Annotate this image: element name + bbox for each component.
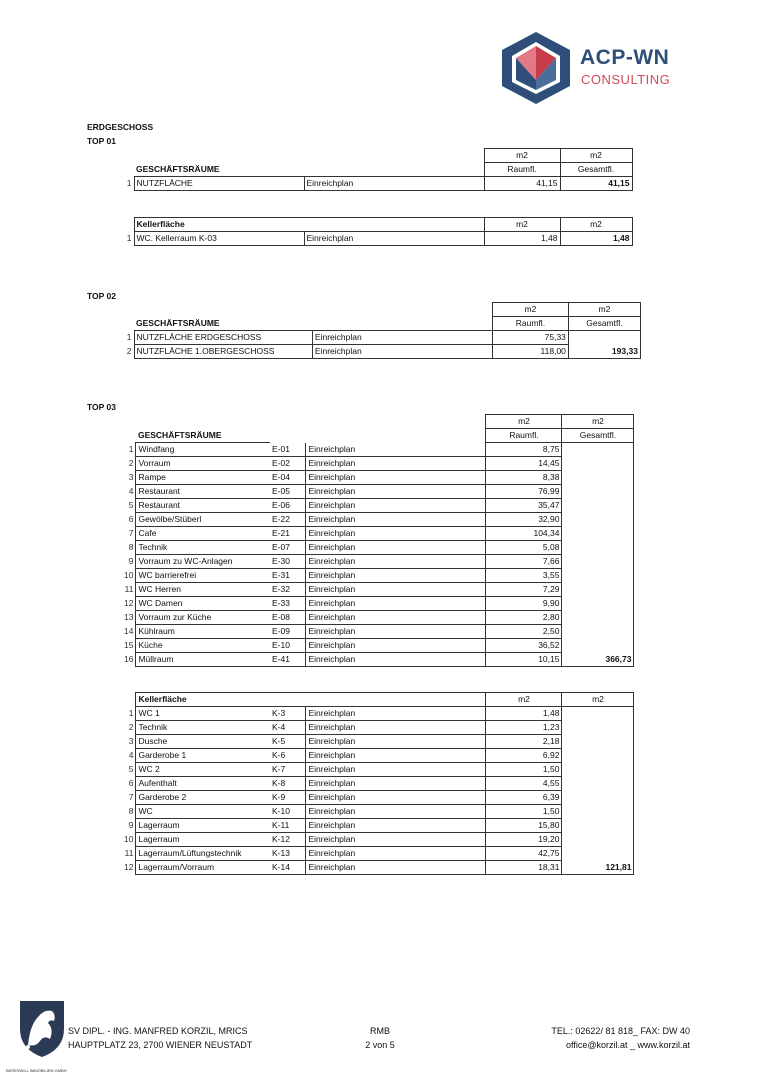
shield-caption: BERESWILL IMMOBILIEN GMBH — [6, 1068, 67, 1073]
plan-source: Einreichplan — [306, 597, 486, 611]
unit-header: m2 — [560, 149, 632, 163]
plan-source: Einreichplan — [306, 749, 486, 763]
table-row — [122, 541, 634, 555]
room-code: K-3 — [270, 707, 306, 721]
room-name: Garderobe 2 — [136, 791, 270, 805]
row-number: 13 — [124, 612, 134, 622]
room-area: 104,34 — [486, 527, 562, 541]
col-raum-header: Raumfl. — [484, 163, 560, 177]
page-number: 2 von 5 — [365, 1040, 395, 1050]
table-row — [122, 443, 634, 457]
room-area: 6,92 — [486, 749, 562, 763]
col-raum-header: Raumfl. — [486, 429, 562, 443]
table-row — [122, 583, 634, 597]
room-code: K-11 — [270, 819, 306, 833]
total-area — [562, 457, 634, 471]
room-area: 18,31 — [486, 861, 562, 875]
room-area: 36,52 — [486, 639, 562, 653]
footer-ref: RMB — [370, 1026, 390, 1036]
table-row — [122, 597, 634, 611]
total-area — [562, 569, 634, 583]
unit-header: m2 — [484, 218, 560, 232]
total-area — [562, 707, 634, 721]
table-row — [122, 763, 634, 777]
row-number: 12 — [124, 862, 134, 872]
room-name: Lagerraum — [136, 833, 270, 847]
room-code: E-41 — [270, 653, 306, 667]
unit-header: m2 — [486, 415, 562, 429]
plan-source: Einreichplan — [306, 611, 486, 625]
footer-center — [330, 1024, 430, 1052]
room-code: E-06 — [270, 499, 306, 513]
top01-table — [122, 148, 633, 191]
footer-right — [500, 1024, 690, 1052]
row-number: 7 — [128, 528, 134, 538]
room-area: 42,75 — [486, 847, 562, 861]
room-area: 2,50 — [486, 625, 562, 639]
room-area: 4,55 — [486, 777, 562, 791]
col-gesamt-header: Gesamtfl. — [568, 317, 640, 331]
row-number: 6 — [128, 514, 134, 524]
total-area — [562, 611, 634, 625]
footer-contact: office@korzil.at _ www.korzil.at — [565, 1040, 690, 1050]
room-area: 7,29 — [486, 583, 562, 597]
room-code: E-08 — [270, 611, 306, 625]
plan-source: Einreichplan — [306, 513, 486, 527]
footer-phone: TEL.: 02622/ 81 818_ FAX: DW 40 — [551, 1026, 690, 1036]
table-row — [122, 499, 634, 513]
room-name: Technik — [136, 721, 270, 735]
table-row — [122, 653, 634, 667]
total-area — [562, 735, 634, 749]
total-area — [562, 541, 634, 555]
logo-title: ACP-WN — [580, 46, 670, 69]
total-area — [562, 499, 634, 513]
room-code: K-5 — [270, 735, 306, 749]
room-code: K-6 — [270, 749, 306, 763]
room-code: E-31 — [270, 569, 306, 583]
table-row — [122, 847, 634, 861]
row-number: 3 — [128, 736, 134, 746]
room-area: 15,80 — [486, 819, 562, 833]
room-code: E-30 — [270, 555, 306, 569]
unit-header: m2 — [562, 693, 634, 707]
total-area — [562, 527, 634, 541]
plan-source: Einreichplan — [306, 707, 486, 721]
total-area — [562, 833, 634, 847]
table-row — [122, 625, 634, 639]
plan-source: Einreichplan — [306, 625, 486, 639]
table-row — [122, 457, 634, 471]
room-code: K-8 — [270, 777, 306, 791]
table-row — [122, 555, 634, 569]
top01-heading: TOP 01 — [87, 136, 116, 146]
table-row — [122, 749, 634, 763]
room-name: Dusche — [136, 735, 270, 749]
plan-source: Einreichplan — [306, 541, 486, 555]
room-name: Lagerraum — [136, 819, 270, 833]
row-number: 11 — [124, 584, 134, 594]
room-name: Aufenthalt — [136, 777, 270, 791]
section-title: Kellerfläche — [134, 218, 268, 232]
row-number: 1 — [128, 444, 134, 454]
total-area — [562, 847, 634, 861]
table-row — [122, 513, 634, 527]
plan-source: Einreichplan — [306, 847, 486, 861]
total-area — [562, 471, 634, 485]
row-number: 2 — [128, 722, 134, 732]
row-number: 10 — [124, 834, 134, 844]
table-row — [122, 819, 634, 833]
top03-keller-table — [122, 692, 634, 875]
room-code: E-32 — [270, 583, 306, 597]
room-code: K-12 — [270, 833, 306, 847]
row-number: 7 — [128, 792, 134, 802]
total-area — [562, 749, 634, 763]
total-area — [562, 777, 634, 791]
room-area: 6,39 — [486, 791, 562, 805]
room-area: 32,90 — [486, 513, 562, 527]
plan-source: Einreichplan — [306, 861, 486, 875]
row-number: 16 — [124, 654, 134, 664]
room-name: Kühlraum — [136, 625, 270, 639]
row-number: 5 — [128, 764, 134, 774]
row-number: 10 — [124, 570, 134, 580]
top03-heading: TOP 03 — [87, 402, 116, 412]
room-name: Garderobe 1 — [136, 749, 270, 763]
room-code: K-9 — [270, 791, 306, 805]
table-row — [122, 471, 634, 485]
row-number: 6 — [128, 778, 134, 788]
row-number: 12 — [124, 598, 134, 608]
section-title: GESCHÄFTSRÄUME — [136, 163, 220, 174]
room-name: Vorraum zu WC-Anlagen — [136, 555, 270, 569]
unit-header: m2 — [562, 415, 634, 429]
table-row — [122, 721, 634, 735]
table-row — [122, 791, 634, 805]
total-area — [562, 513, 634, 527]
plan-source: Einreichplan — [306, 443, 486, 457]
room-area: 14,45 — [486, 457, 562, 471]
col-gesamt-header: Gesamtfl. — [562, 429, 634, 443]
plan-source: Einreichplan — [306, 555, 486, 569]
table-row — [122, 485, 634, 499]
room-code: K-7 — [270, 763, 306, 777]
row-number: 8 — [128, 806, 134, 816]
room-name: Müllraum — [136, 653, 270, 667]
row-number: 14 — [124, 626, 134, 636]
company-logo — [500, 30, 700, 110]
total-area — [562, 555, 634, 569]
total-area — [562, 763, 634, 777]
room-area: 7,66 — [486, 555, 562, 569]
room-area: 8,75 — [486, 443, 562, 457]
unit-header: m2 — [568, 303, 640, 317]
col-raum-header: Raumfl. — [492, 317, 568, 331]
total-area — [562, 597, 634, 611]
total-area: 366,73 — [562, 653, 634, 667]
table-row: 2 NUTZFLÄCHE 1.OBERGESCHOSS Einreichplan 118,00 193,33 — [122, 345, 640, 359]
room-name: Gewölbe/Stüberl — [136, 513, 270, 527]
room-name: WC Herren — [136, 583, 270, 597]
shield-horse-icon — [16, 995, 68, 1059]
table-row: 1 WC. Kellerraum K-03 Einreichplan 1,48 1,48 — [122, 232, 632, 246]
unit-header: m2 — [486, 693, 562, 707]
room-area: 1,23 — [486, 721, 562, 735]
room-code: K-14 — [270, 861, 306, 875]
room-code: E-09 — [270, 625, 306, 639]
section-title: GESCHÄFTSRÄUME — [136, 317, 220, 328]
top02-table — [122, 302, 641, 359]
room-area: 1,50 — [486, 763, 562, 777]
room-code: E-21 — [270, 527, 306, 541]
room-code: E-10 — [270, 639, 306, 653]
plan-source: Einreichplan — [306, 833, 486, 847]
top01-keller-table — [122, 217, 633, 246]
room-name: Lagerraum/Lüftungstechnik — [136, 847, 270, 861]
plan-source: Einreichplan — [306, 485, 486, 499]
table-row — [122, 569, 634, 583]
table-row — [122, 833, 634, 847]
footer-left — [68, 1024, 252, 1052]
row-number: 3 — [128, 472, 134, 482]
row-number: 9 — [128, 820, 134, 830]
plan-source: Einreichplan — [306, 735, 486, 749]
room-name: WC — [136, 805, 270, 819]
total-area: 121,81 — [562, 861, 634, 875]
plan-source: Einreichplan — [306, 777, 486, 791]
room-code: E-05 — [270, 485, 306, 499]
room-code: K-4 — [270, 721, 306, 735]
room-area: 9,90 — [486, 597, 562, 611]
table-row — [122, 861, 634, 875]
top02-heading: TOP 02 — [87, 291, 116, 301]
room-area: 8,38 — [486, 471, 562, 485]
room-name: Technik — [136, 541, 270, 555]
room-area: 3,55 — [486, 569, 562, 583]
room-name: Küche — [136, 639, 270, 653]
room-code: K-13 — [270, 847, 306, 861]
room-name: WC barrierefrei — [136, 569, 270, 583]
total-area — [562, 819, 634, 833]
row-number: 5 — [128, 500, 134, 510]
room-name: Restaurant — [136, 499, 270, 513]
room-area: 35,47 — [486, 499, 562, 513]
total-area — [562, 443, 634, 457]
room-area: 19,20 — [486, 833, 562, 847]
floor-heading: ERDGESCHOSS — [87, 122, 154, 132]
plan-source: Einreichplan — [306, 457, 486, 471]
table-row — [122, 777, 634, 791]
room-area: 5,08 — [486, 541, 562, 555]
row-number: 4 — [128, 486, 134, 496]
room-name: Windfang — [136, 443, 270, 457]
room-code: E-22 — [270, 513, 306, 527]
room-name: WC 2 — [136, 763, 270, 777]
footer-address: HAUPTPLATZ 23, 2700 WIENER NEUSTADT — [68, 1040, 253, 1050]
room-area: 2,18 — [486, 735, 562, 749]
col-gesamt-header: Gesamtfl. — [560, 163, 632, 177]
row-number: 15 — [124, 640, 134, 650]
row-number: 2 — [128, 458, 134, 468]
room-area: 76,99 — [486, 485, 562, 499]
footer-name: SV DIPL. - ING. MANFRED KORZIL, MRICS — [68, 1026, 248, 1036]
room-area: 1,48 — [486, 707, 562, 721]
room-name: Rampe — [136, 471, 270, 485]
room-code: E-33 — [270, 597, 306, 611]
plan-source: Einreichplan — [306, 763, 486, 777]
table-row — [122, 735, 634, 749]
room-area: 2,80 — [486, 611, 562, 625]
section-title: GESCHÄFTSRÄUME — [137, 429, 222, 440]
plan-source: Einreichplan — [306, 527, 486, 541]
row-number: 1 — [128, 708, 134, 718]
unit-header: m2 — [484, 149, 560, 163]
section-title: Kellerfläche — [136, 693, 270, 707]
row-number: 4 — [128, 750, 134, 760]
room-code: E-04 — [270, 471, 306, 485]
room-name: Vorraum zur Küche — [136, 611, 270, 625]
plan-source: Einreichplan — [306, 471, 486, 485]
room-name: Lagerraum/Vorraum — [136, 861, 270, 875]
total-area — [562, 583, 634, 597]
room-area: 1,50 — [486, 805, 562, 819]
table-row — [122, 527, 634, 541]
room-area: 10,15 — [486, 653, 562, 667]
room-name: Restaurant — [136, 485, 270, 499]
plan-source: Einreichplan — [306, 791, 486, 805]
logo-hexagon-icon — [500, 30, 572, 106]
total-area — [562, 485, 634, 499]
row-number: 8 — [128, 542, 134, 552]
room-name: WC 1 — [136, 707, 270, 721]
total-area — [562, 625, 634, 639]
table-row — [122, 639, 634, 653]
top03-table — [122, 414, 634, 667]
room-name: Vorraum — [136, 457, 270, 471]
table-row: 1 NUTZFLÄCHE Einreichplan 41,15 41,15 — [122, 177, 632, 191]
total-area — [562, 805, 634, 819]
unit-header: m2 — [560, 218, 632, 232]
row-number: 9 — [128, 556, 134, 566]
plan-source: Einreichplan — [306, 653, 486, 667]
plan-source: Einreichplan — [306, 805, 486, 819]
plan-source: Einreichplan — [306, 569, 486, 583]
room-code: E-07 — [270, 541, 306, 555]
plan-source: Einreichplan — [306, 819, 486, 833]
plan-source: Einreichplan — [306, 583, 486, 597]
row-number: 11 — [124, 848, 134, 858]
room-code: K-10 — [270, 805, 306, 819]
plan-source: Einreichplan — [306, 721, 486, 735]
table-row — [122, 611, 634, 625]
total-area — [562, 721, 634, 735]
plan-source: Einreichplan — [306, 499, 486, 513]
room-code: E-01 — [270, 443, 306, 457]
table-row: 1 NUTZFLÄCHE ERDGESCHOSS Einreichplan 75,33 — [122, 331, 640, 345]
plan-source: Einreichplan — [306, 639, 486, 653]
logo-subtitle: CONSULTING — [581, 72, 671, 87]
room-name: Cafe — [136, 527, 270, 541]
table-row — [122, 707, 634, 721]
unit-header: m2 — [492, 303, 568, 317]
table-row — [122, 805, 634, 819]
room-code: E-02 — [270, 457, 306, 471]
total-area — [562, 791, 634, 805]
room-name: WC Damen — [136, 597, 270, 611]
total-area — [562, 639, 634, 653]
